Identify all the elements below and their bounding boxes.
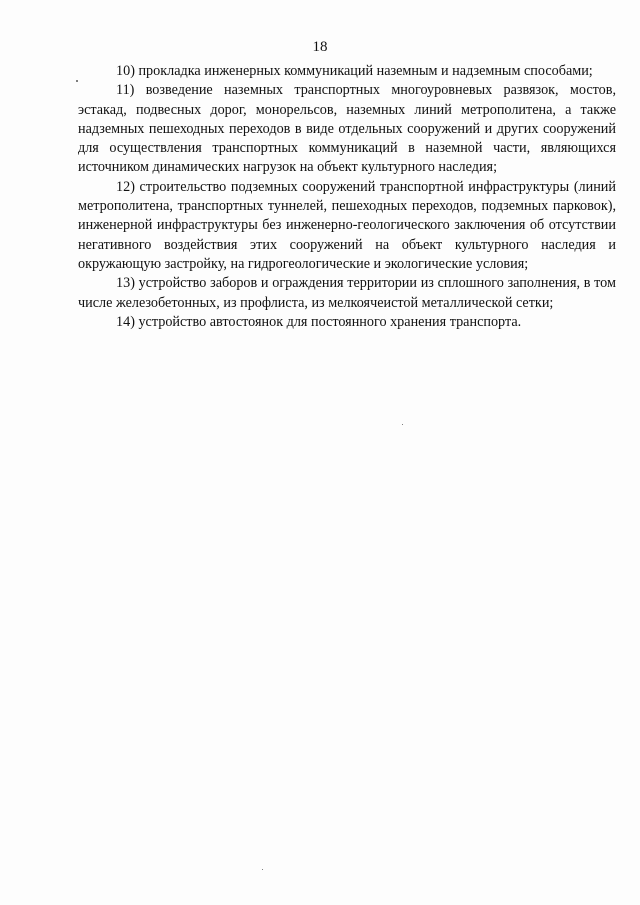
scan-speck: [262, 869, 263, 870]
scan-speck: [76, 80, 78, 82]
page-number: 18: [312, 39, 328, 55]
scan-speck: [402, 424, 403, 425]
paragraph-item-14: 14) устройство автостоянок для постоянного хранения транспорта.: [116, 313, 522, 330]
paragraph-item-11: 11) возведение наземных транспортных многоуровневых развязок, мостов, эстакад, подвесных дорог, монорельсов, наземных линий метрополитена, а также надземных пешеходных переходов в виде отдельных сооружений и других сооружений для осуществления транспортных коммуникаций в наземной части, являющихся источником динамических нагрузок на объект культурного наследия;: [78, 82, 616, 176]
paragraph-item-12: 12) строительство подземных сооружений транспортной инфраструктуры (линий метрополитена, транспортных туннелей, пешеходных переходов, подземных парковок), инженерной инфраструктуры без инженерно-геологического заключения об отсутствии негативного воздействия этих сооружений на объект культурного наследия и окружающую застройку, на гидрогеологические и экологические условия;: [78, 178, 616, 272]
paragraph-item-10: 10) прокладка инженерных коммуникаций наземным и надземным способами;: [116, 63, 593, 79]
paragraph-item-13: 13) устройство заборов и ограждения территории из сплошного заполнения, в том числе железобетонных, из профлиста, из мелкоячеистой металлической сетки;: [78, 275, 616, 311]
document-body: [78, 62, 616, 332]
